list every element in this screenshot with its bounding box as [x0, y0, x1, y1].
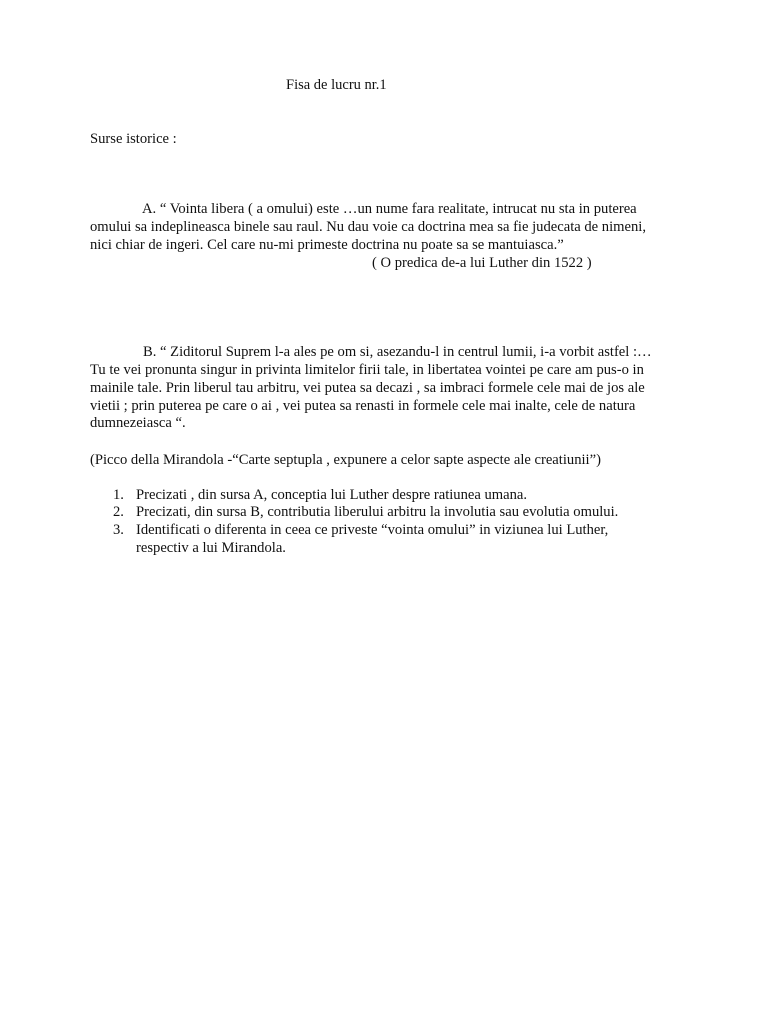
- question-text: respectiv a lui Mirandola.: [136, 540, 286, 556]
- source-b-line: Tu te vei pronunta singur in privinta limitelor firii tale, in libertatea vointei pe care am pus-o in: [90, 362, 644, 378]
- question-number: 3.: [113, 522, 124, 538]
- page-title: Fisa de lucru nr.1: [286, 77, 387, 93]
- question-text: Precizati , din sursa A, conceptia lui Luther despre ratiunea umana.: [136, 487, 528, 503]
- sources-heading: Surse istorice :: [90, 131, 177, 147]
- source-b-line: dumnezeiasca “.: [90, 415, 186, 431]
- source-a-line: omului sa indeplineasca binele sau raul. Nu dau voie ca doctrina mea sa fie judecata de nimeni,: [90, 219, 646, 235]
- question-number: 1.: [113, 487, 124, 503]
- question-text: Precizati, din sursa B, contributia liberului arbitru la involutia sau evolutia omului.: [136, 504, 619, 520]
- source-a-line: A. “ Vointa libera ( a omului) este …un nume fara realitate, intrucat nu sta in puterea: [142, 201, 637, 217]
- source-b-line: B. “ Ziditorul Suprem l-a ales pe om si, asezandu-l in centrul lumii, i-a vorbit astfel :…: [143, 344, 652, 360]
- source-a-line: nici chiar de ingeri. Cel care nu-mi primeste doctrina nu poate sa se mantuiasca.”: [90, 237, 564, 253]
- question-text: Identificati o diferenta in ceea ce priveste “vointa omului” in viziunea lui Luther,: [136, 522, 609, 538]
- source-b-line: mainile tale. Prin liberul tau arbitru, vei putea sa decazi , sa imbraci formele cele mai de jos ale: [90, 380, 645, 396]
- source-b-line: vietii ; prin puterea pe care o ai , vei putea sa renasti in formele cele mai inalte, cele de natura: [90, 398, 636, 414]
- question-number: 2.: [113, 504, 124, 520]
- source-b-citation: (Picco della Mirandola -“Carte septupla , expunere a celor sapte aspecte ale creatiunii”): [90, 452, 601, 468]
- source-a-citation: ( O predica de-a lui Luther din 1522 ): [372, 255, 592, 271]
